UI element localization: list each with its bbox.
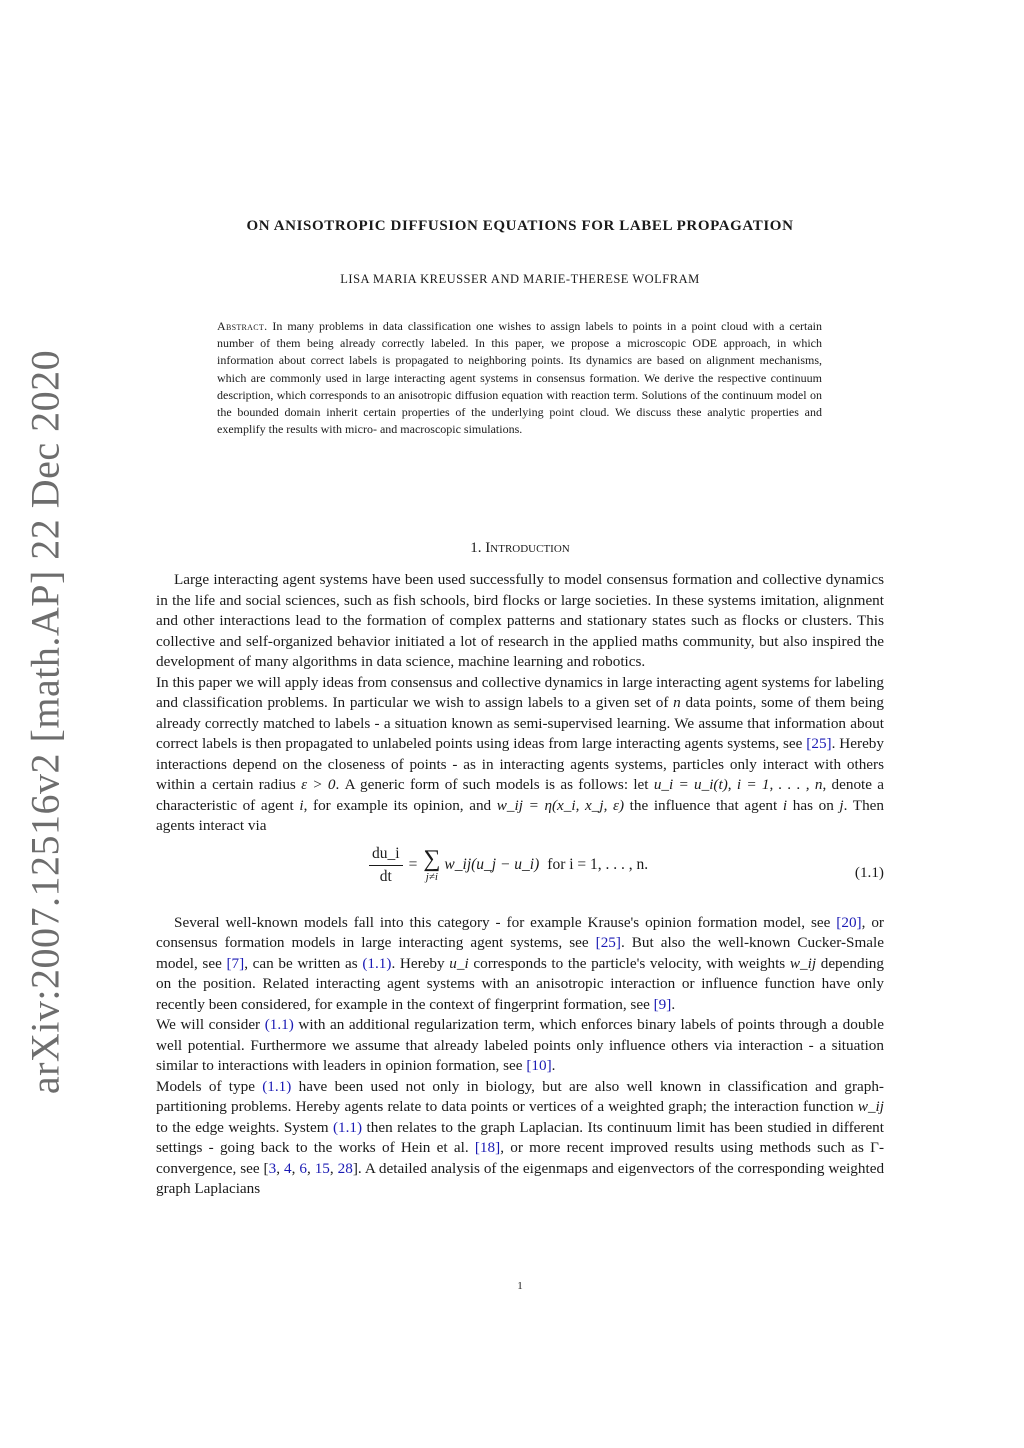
paragraph-4: We will consider (1.1) with an additional regularization term, which enforces binary labels of points through a double well potential. Furthermore we assume that already labeled points only influence others via interaction - a situation similar to interactions with leaders in opinion formation, see [10]. <box>156 1016 885 1074</box>
citation-link[interactable]: 4 <box>283 1159 292 1177</box>
derivative-fraction: $\frac{du\_i}{dt}$ <box>369 845 403 886</box>
citation-link[interactable]: 3 <box>268 1159 277 1177</box>
body-text <box>156 570 884 1200</box>
page-number: 1 <box>517 1280 523 1292</box>
citation-link[interactable]: [18] <box>474 1139 501 1156</box>
paper-title: ON ANISOTROPIC DIFFUSION EQUATIONS FOR LABEL PROPAGATION <box>246 218 794 234</box>
equation-reference-link[interactable]: (1.1) <box>362 954 392 972</box>
citation-link[interactable]: 6 <box>299 1159 307 1177</box>
abstract-text: In many problems in data classification one wishes to assign labels to points in a point cloud with a certain number of them being already correctly labeled. In this paper, we propose a microscopic ODE approach, in which information about correct labels is propagated to neighboring points. Its dynamics are based on alignment mechanisms, which are commonly used in large interacting agent systems in consensus formation. We derive the respective continuum description, which corresponds to an anisotropic diffusion equation with reaction term. Solutions of the continuum model on the bounded domain inherit certain properties of the underlying point cloud. We discuss these analytic properties and exemplify the results with micro- and macroscopic simulations. <box>217 319 823 437</box>
equation-condition: for i = 1, . . . , n. <box>547 855 649 873</box>
citation-link[interactable]: [20] <box>836 913 862 931</box>
citation-link[interactable]: [10] <box>526 1057 552 1074</box>
equation-body <box>369 845 648 886</box>
equation-rhs: w_ij(u_j − u_i) <box>444 855 540 873</box>
citation-link[interactable]: [25] <box>595 934 621 951</box>
summation-symbol: ∑ j≠i <box>423 846 441 883</box>
section-title: Introduction <box>485 540 570 556</box>
equals-sign: = <box>408 855 418 873</box>
paragraph-5: Models of type (1.1) have been used not only in biology, but are also well known in classification and graph-partitioning problems. Hereby agents relate to data points or vertices of a weighted graph; the interaction function w_ij to the edge weights. System (1.1) then relates to the graph Laplacian. Its continuum limit has been studied in different settings - going back to the works of Hein et al. [18], or more recent improved results using methods such as Γ-convergence, see [3, 4, 6, 15, 28]. A detailed analysis of the eigenmaps and eigenvectors of the corresponding weighted graph Laplacians <box>156 1077 885 1197</box>
citation-link[interactable]: [9] <box>653 995 672 1013</box>
citation-link[interactable]: 15 <box>314 1159 330 1177</box>
citation-link[interactable]: 28 <box>337 1159 353 1177</box>
equation-number: (1.1) <box>854 863 884 881</box>
equation-reference-link[interactable]: (1.1) <box>264 1016 294 1033</box>
arxiv-identifier: arXiv:2007.12516v2 [math.AP] 22 Dec 2020 <box>22 349 68 1095</box>
paragraph-2: In this paper we will apply ideas from consensus and collective dynamics in large interacting agent systems for labeling and classification problems. In particular we wish to assign labels to a given set of n data points, some of them being already correctly matched to labels - a situation known as semi-supervised learning. We assume that information about correct labels is then propagated to unlabeled points using ideas from large interacting agents systems, see [25]. Hereby interactions depend on the closeness of points - as in interacting agents systems, particles only interact with others within a certain radius ε > 0. A generic form of such models is as follows: let u_i = u_i(t), i = 1, . . . , n, denote a characteristic of agent i, for example its opinion, and w_ij = η(x_i, x_j, ε) the influence that agent i has on j. Then agents interact via <box>156 673 885 834</box>
paragraph-1: Large interacting agent systems have been used successfully to model consensus formation and collective dynamics in the life and social sciences, such as fish schools, bird flocks or large societies. In these systems imitation, alignment and other interactions lead to the formation of complex patterns and stationary states such as flocks or clusters. This collective and self-organized behavior initiated a lot of research in the applied maths community, but also inspired the development of many algorithms in data science, machine learning and robotics. <box>156 571 884 670</box>
abstract <box>217 318 822 438</box>
citation-link[interactable]: [25] <box>806 735 832 752</box>
equation-reference-link[interactable]: (1.1) <box>332 1118 363 1136</box>
citation-link[interactable]: [7] <box>226 954 245 972</box>
section-number: 1. <box>470 540 482 556</box>
section-heading <box>156 540 884 557</box>
abstract-lead: Abstract. <box>217 319 268 333</box>
paragraph-3: Several well-known models fall into this category - for example Krause's opinion formation model, see [20], or consensus formation models in large interacting agent systems, see [25]. But also the well-known Cucker-Smale model, see [7], can be written as (1.1). Hereby u_i corresponds to the particle's velocity, with weights w_ij depending on the position. Related interacting agent systems with an anisotropic interaction or influence function have only recently been considered, for example in the context of fingerprint formation, see [9]. <box>156 913 884 1013</box>
paper-authors: LISA MARIA KREUSSER AND MARIE-THERESE WOLFRAM <box>340 272 700 286</box>
equation-reference-link[interactable]: (1.1) <box>262 1077 292 1095</box>
equation-1-1 <box>156 843 884 901</box>
